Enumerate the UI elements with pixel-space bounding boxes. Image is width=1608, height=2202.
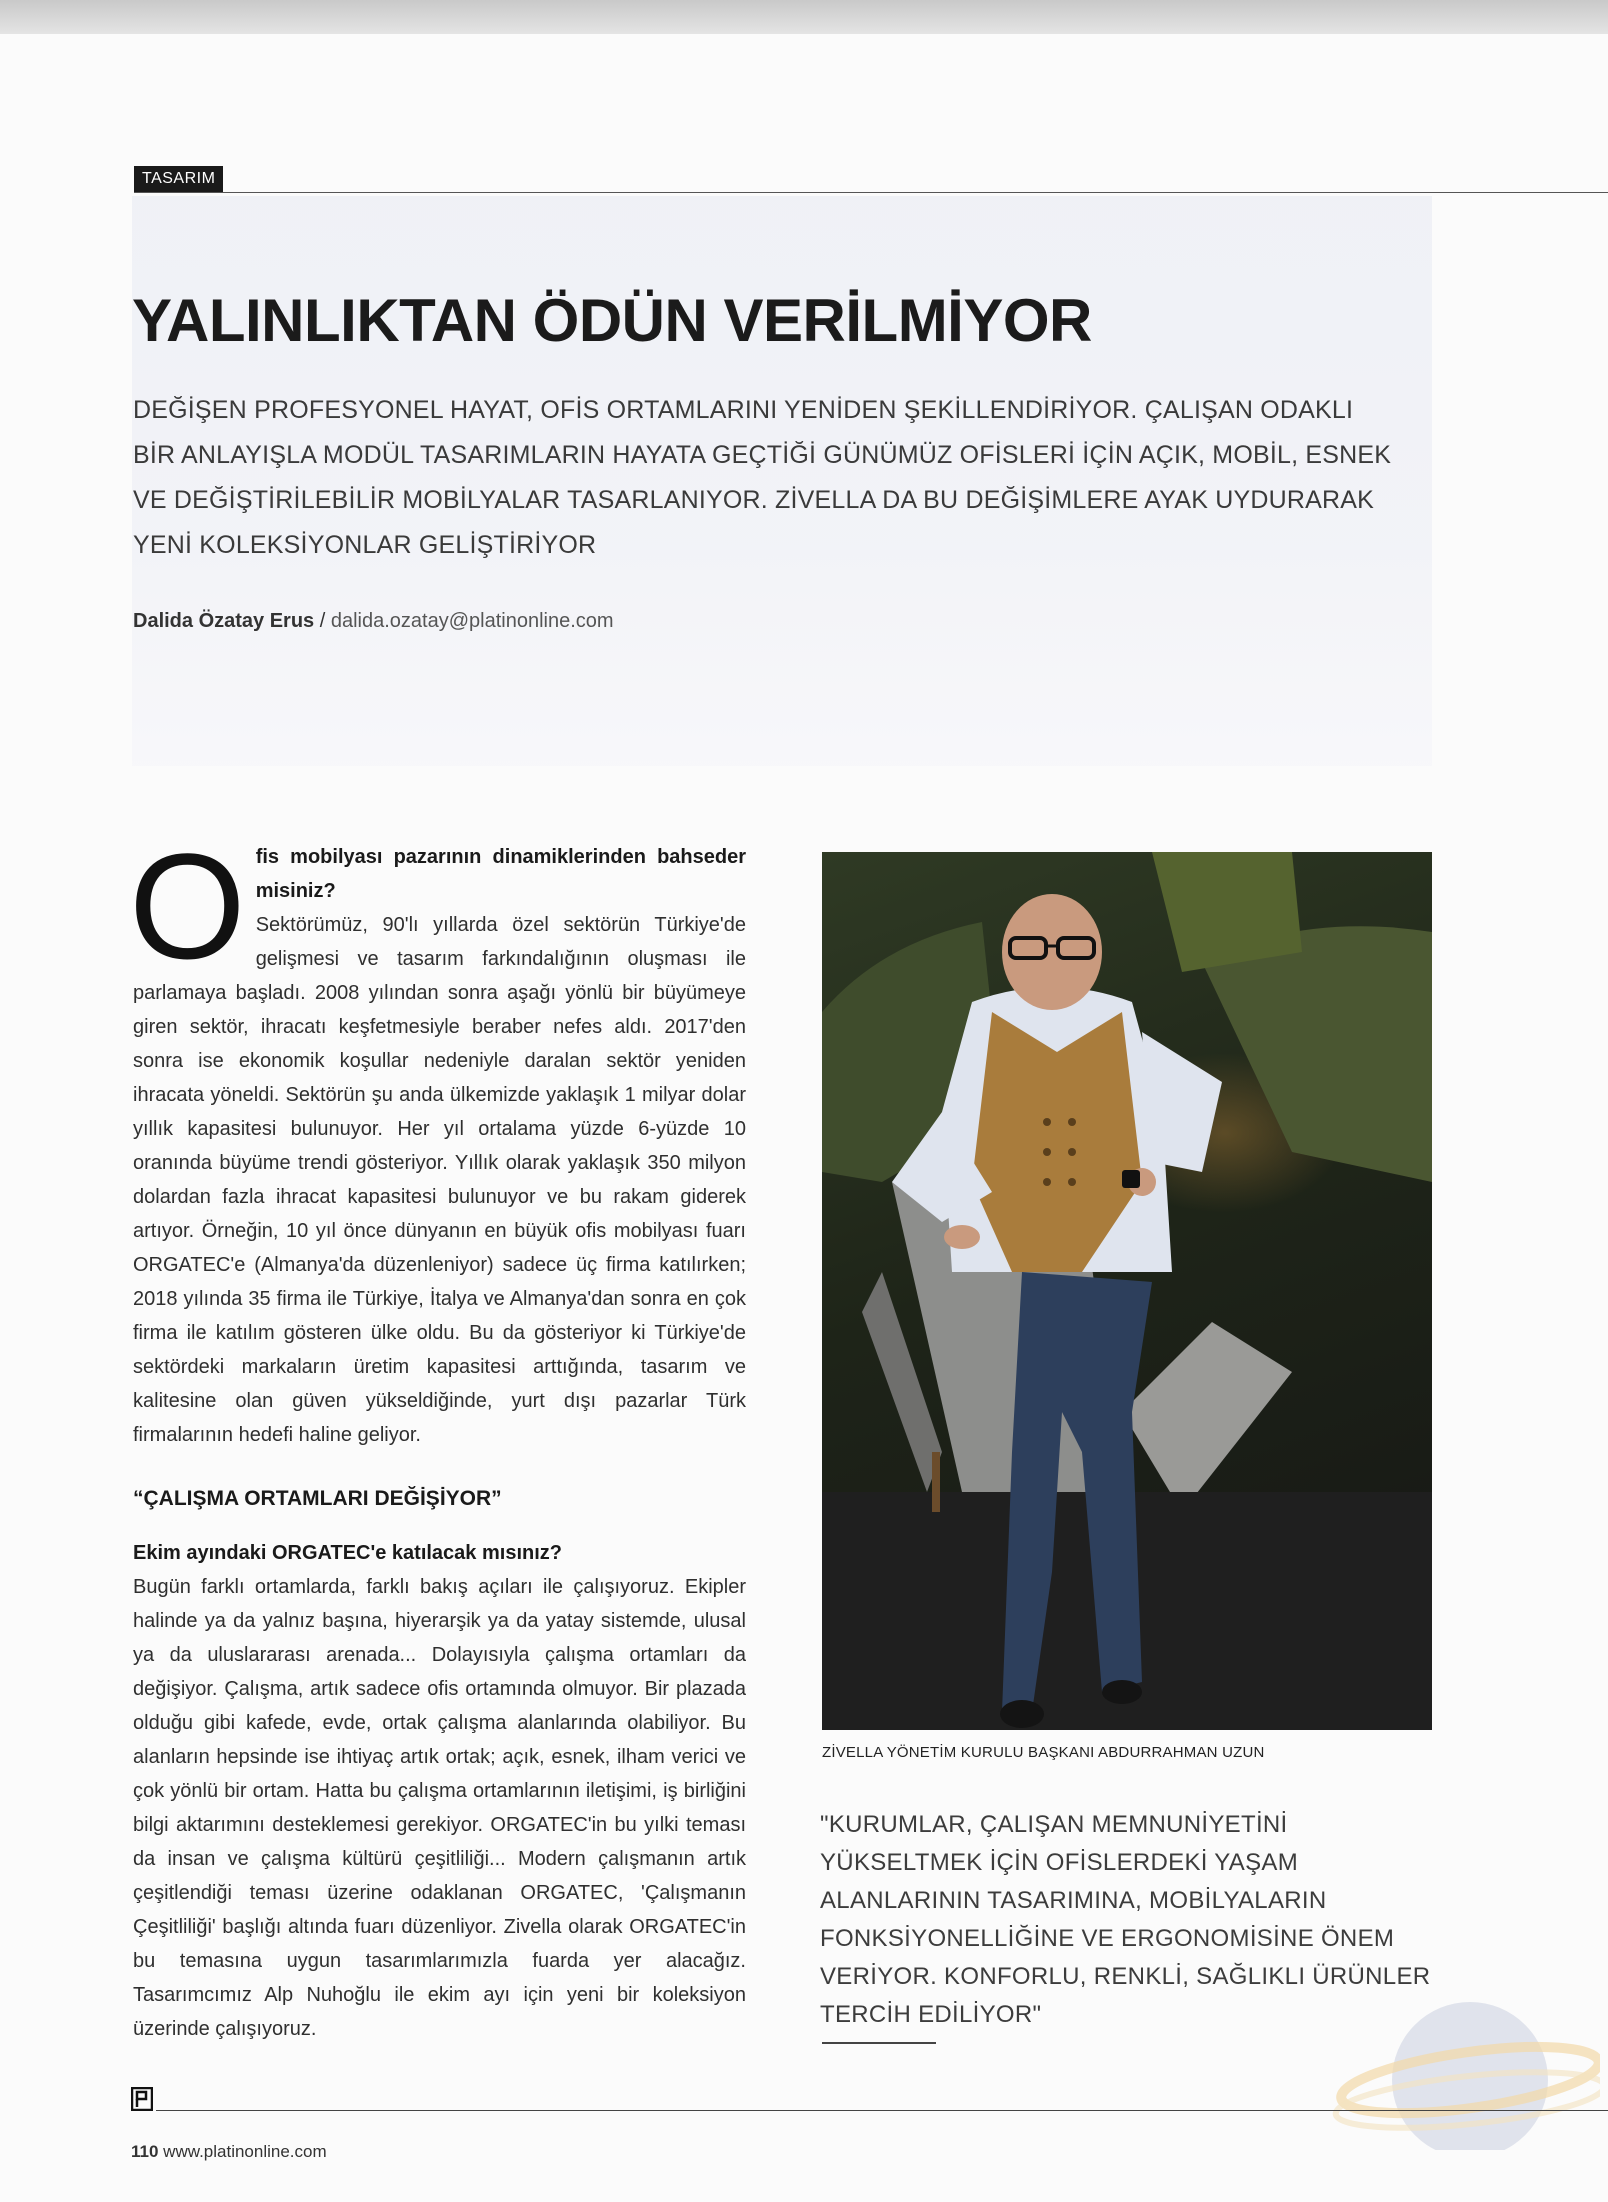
- page-number: 110: [131, 2142, 159, 2161]
- byline-email[interactable]: dalida.ozatay@platinonline.com: [330, 610, 614, 632]
- article-subhead: “ÇALIŞMA ORTAMLARI DEĞİŞİYOR”: [133, 1487, 502, 1510]
- section-tag: TASARIM: [134, 166, 223, 192]
- pull-quote: "KURUMLAR, ÇALIŞAN MEMNUNİYETİNİ YÜKSELTMEK İÇİN OFİSLERDEKİ YAŞAM ALANLARININ TASARIMINA, MOBİLYALARIN FONKSİYONELLİĞİNE VE ERGONOMİSİNE ÖNEM VERİYOR. KONFORLU, RENKLİ, SAĞLIKLI ÜRÜNLER TERCİH EDİLİYOR": [820, 1811, 1431, 2028]
- scan-top-strip: [0, 0, 1608, 34]
- decorative-planet-icon: [1320, 1970, 1600, 2150]
- header-rule: [134, 192, 1608, 193]
- byline: [133, 610, 614, 633]
- question-2: Ekim ayındaki ORGATEC'e katılacak mısınız?: [133, 1542, 562, 1564]
- article-body: [129, 822, 746, 2046]
- answer-1: Sektörümüz, 90'lı yıllarda özel sektörün Türkiye'de gelişmesi ve tasarım farkındalığının oluşması ile parlamaya başladı. 2008 yılından sonra aşağı yönlü bir büyümeye giren sektör, ihracatı keşfetmesiyle beraber nefes aldı. 2017'den sonra ise ekonomik koşullar nedeniyle daralan sektör yeniden ihracata yöneldi. Sektörün şu anda ülkemizde yaklaşık 1 milyar dolar yıllık kapasitesi bulunuyor. Her yıl ortalama yüzde 6-yüzde 10 oranında büyüme trendi gösteriyor. Yıllık olarak yaklaşık 350 milyon dolardan fazla ihracat kapasitesi bulunuyor ve bu rakam giderek artıyor. Örneğin, 10 yıl önce dünyanın en büyük ofis mobilyası fuarı ORGATEC'e (Almanya'da düzenleniyor) sadece üç firma katılırken; 2018 yılında 35 firma ile Türkiye, İtalya ve Almanya'dan sonra en çok firma ile katılım gösteren ülke oldu. Bu da gösteriyor ki Türkiye'de sektördeki markaların üretim kapasitesi arttığında, tasarım ve kalitesine olan güven yükseldiğinde, yurt dışı pazarlar Türk firmalarının hedefi haline geliyor.: [133, 914, 746, 1446]
- platin-p-logo-icon: [131, 2087, 153, 2111]
- portrait-photo: [822, 852, 1432, 1730]
- byline-separator: /: [314, 610, 331, 632]
- article-deck: DEĞİŞEN PROFESYONEL HAYAT, OFİS ORTAMLARINI YENİDEN ŞEKİLLENDİRİYOR. ÇALIŞAN ODAKLI BİR ANLAYIŞLA MODÜL TASARIMLARIN HAYATA GEÇTİĞİ GÜNÜMÜZ OFİSLERİ İÇİN AÇIK, MOBİL, ESNEK VE DEĞİŞTİRİLEBİLİR MOBİLYALAR TASARLANIYOR. ZİVELLA DA BU DEĞİŞİMLERE AYAK UYDURARAK YENİ KOLEKSİYONLAR GELİŞTİRİYOR: [133, 396, 1392, 559]
- photo-caption: ZİVELLA YÖNETİM KURULU BAŞKANI ABDURRAHMAN UZUN: [822, 1744, 1265, 1761]
- page-footer: [131, 2142, 327, 2162]
- dropcap: O: [129, 822, 246, 990]
- footer-website[interactable]: www.platinonline.com: [163, 2142, 327, 2161]
- answer-2: Bugün farklı ortamlarda, farklı bakış açıları ile çalışıyoruz. Ekipler halinde ya da yalnız başına, hiyerarşik ya da yatay sistemde, ulusal ya da uluslararası arenada... Dolayısıyla çalışma ortamları da değişiyor. Çalışma, artık sadece ofis ortamında olmuyor. Bir plazada olduğu gibi kafede, evde, ortak çalışma alanlarında olabiliyor. Bu alanların hepsinde ise ihtiyaç artık ortak; açık, esnek, ilham verici ve çok yönlü bir ortam. Hatta bu çalışma ortamlarının iletişimi, iş birliğini bilgi aktarımını desteklemesi gerekiyor. ORGATEC'in bu yılki teması da insan ve çalışma kültürü çeşitliliği... Modern çalışmanın artık çeşitlendiği teması üzerine odaklanan ORGATEC, 'Çalışmanın Çeşitliliği' başlığı altında fuarı düzenliyor. Zivella olarak ORGATEC'in bu temasına uygun tasarımlarımızla fuarda yer alacağız. Tasarımcımız Alp Nuhoğlu ile ekim ayı için yeni bir koleksiyon üzerinde çalışıyoruz.: [133, 1576, 746, 2040]
- footer-rule: [156, 2110, 1608, 2111]
- byline-author: Dalida Özatay Erus: [133, 610, 315, 632]
- question-1: fis mobilyası pazarının dinamiklerinden bahseder misiniz?: [255, 846, 746, 902]
- portrait-illustration: [822, 852, 1432, 1730]
- article-headline: YALINLIKTAN ÖDÜN VERİLMİYOR: [132, 287, 1092, 354]
- pull-quote-rule: [822, 2042, 936, 2044]
